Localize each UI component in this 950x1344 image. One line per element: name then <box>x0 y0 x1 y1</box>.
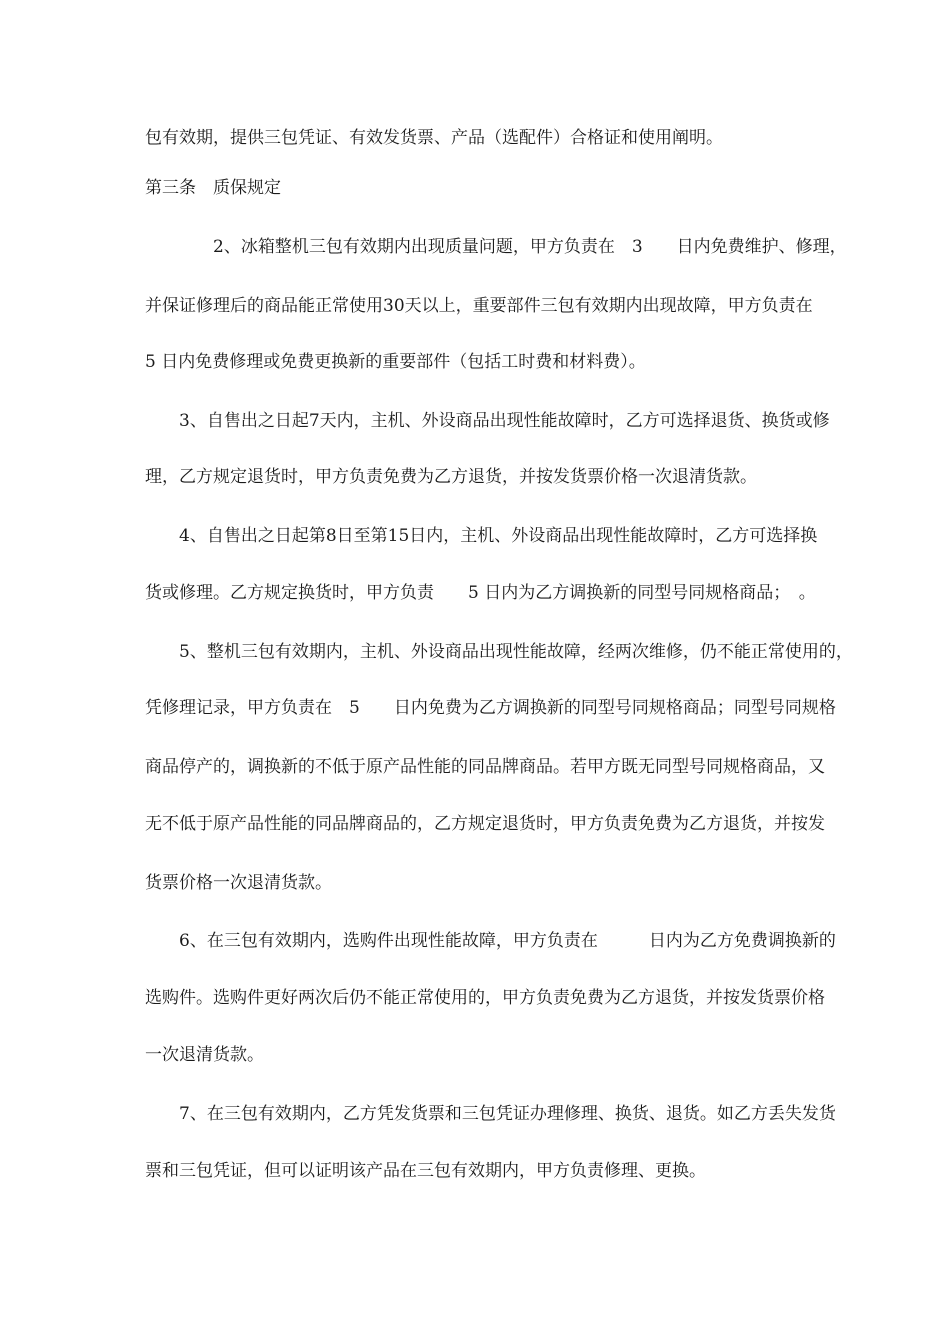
text-line: 票和三包凭证，但可以证明该产品在三包有效期内，甲方负责修理、更换。 <box>145 1161 706 1181</box>
text-line: 货票价格一次退清货款。 <box>145 873 332 893</box>
text-line: 6、在三包有效期内，选购件出现性能故障，甲方负责在 日内为乙方免费调换新的 <box>145 931 836 951</box>
text-line: 货或修理。乙方规定换货时，甲方负责 5 日内为乙方调换新的同型号同规格商品； 。 <box>145 583 816 603</box>
text-line: 4、自售出之日起第8日至第15日内，主机、外设商品出现性能故障时，乙方可选择换 <box>145 526 818 546</box>
text-line: 无不低于原产品性能的同品牌商品的，乙方规定退货时，甲方负责免费为乙方退货，并按发 <box>145 814 825 834</box>
text-line: 2、冰箱整机三包有效期内出现质量问题，甲方负责在 3 日内免费维护、修理， <box>145 237 847 257</box>
text-line: 7、在三包有效期内，乙方凭发货票和三包凭证办理修理、换货、退货。如乙方丢失发货 <box>145 1104 836 1124</box>
text-line: 商品停产的，调换新的不低于原产品性能的同品牌商品。若甲方既无同型号同规格商品，又 <box>145 757 825 777</box>
text-line: 包有效期，提供三包凭证、有效发货票、产品（选配件）合格证和使用阐明。 <box>145 128 723 148</box>
section-heading: 第三条 质保规定 <box>145 178 281 198</box>
text-line: 5 日内免费修理或免费更换新的重要部件（包括工时费和材料费）。 <box>145 352 646 372</box>
text-line: 凭修理记录，甲方负责在 5 日内免费为乙方调换新的同型号同规格商品；同型号同规格 <box>145 698 836 718</box>
text-line: 一次退清货款。 <box>145 1045 264 1065</box>
text-line: 选购件。选购件更好两次后仍不能正常使用的，甲方负责免费为乙方退货，并按发货票价格 <box>145 988 825 1008</box>
text-line: 3、自售出之日起7天内，主机、外设商品出现性能故障时，乙方可选择退货、换货或修 <box>145 411 830 431</box>
text-line: 5、整机三包有效期内，主机、外设商品出现性能故障，经两次维修，仍不能正常使用的， <box>145 642 853 662</box>
text-line: 并保证修理后的商品能正常使用30天以上，重要部件三包有效期内出现故障，甲方负责在 <box>145 296 813 316</box>
text-line: 理，乙方规定退货时，甲方负责免费为乙方退货，并按发货票价格一次退清货款。 <box>145 467 757 487</box>
